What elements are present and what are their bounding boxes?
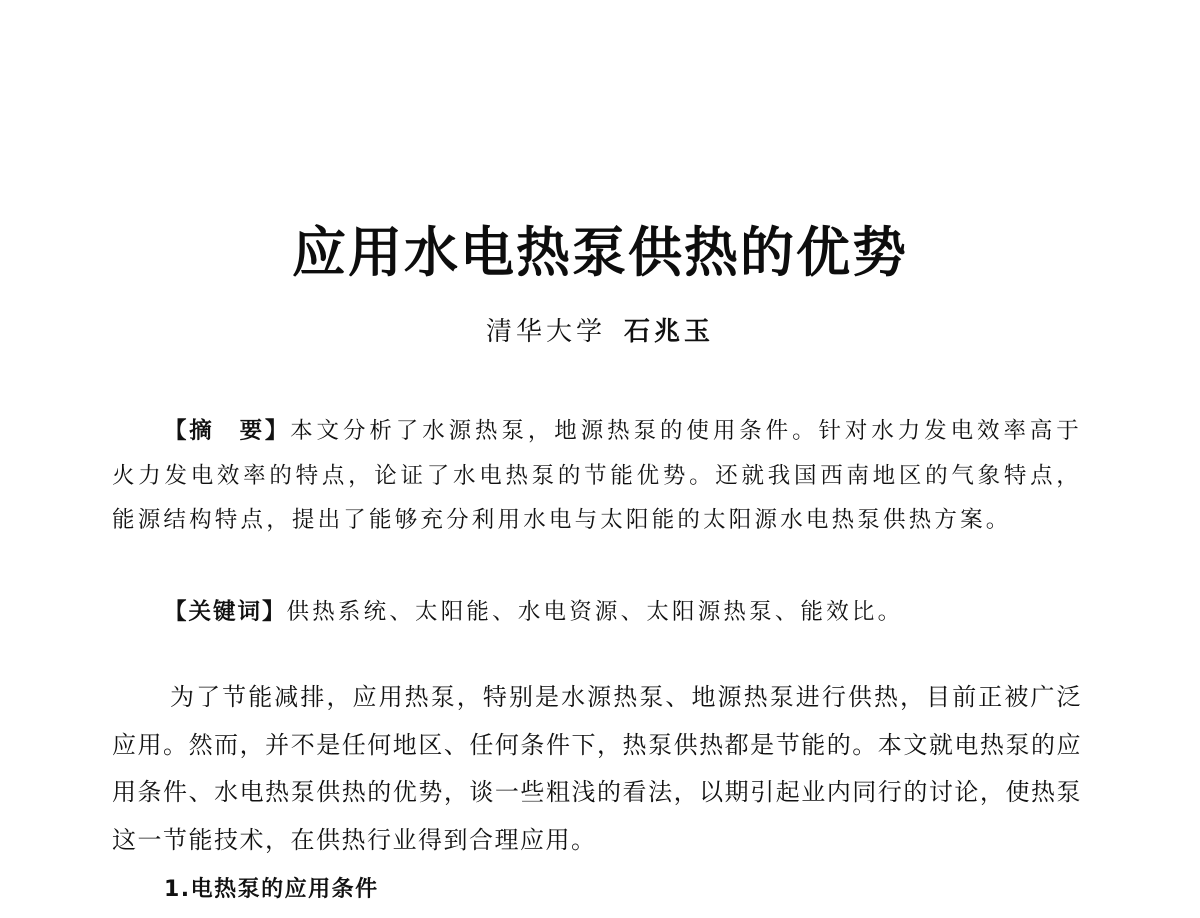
paper-title: 应用水电热泵供热的优势 xyxy=(292,220,908,284)
byline xyxy=(0,312,1200,352)
section-heading: 1.电热泵的应用条件 xyxy=(164,877,379,902)
abstract-label: 【摘 要】 xyxy=(164,418,291,444)
abstract-text: 本文分析了水源热泵，地源热泵的使用条件。针对水力发电效率高于火力发电效率的特点，论证了水电热泵的节能优势。还就我国西南地区的气象特点，能源结构特点，提出了能够充分利用水电与太阳能的太阳源水电热泵供热方案。 xyxy=(112,418,1082,533)
intro-paragraph: 为了节能减排，应用热泵，特别是水源热泵、地源热泵进行供热，目前正被广泛应用。然而，并不是任何地区、任何条件下，热泵供热都是节能的。本文就电热泵的应用条件、水电热泵供热的优势，谈一些粗浅的看法，以期引起业内同行的讨论，使热泵这一节能技术，在供热行业得到合理应用。 xyxy=(112,683,1082,854)
abstract-paragraph xyxy=(112,409,1082,543)
keywords-label: 【关键词】 xyxy=(164,599,287,625)
keywords-paragraph xyxy=(164,590,1084,634)
affiliation: 清华大学 xyxy=(485,317,606,347)
keywords-text: 供热系统、太阳能、水电资源、太阳源热泵、能效比。 xyxy=(286,599,904,625)
author-name: 石兆玉 xyxy=(624,317,715,347)
